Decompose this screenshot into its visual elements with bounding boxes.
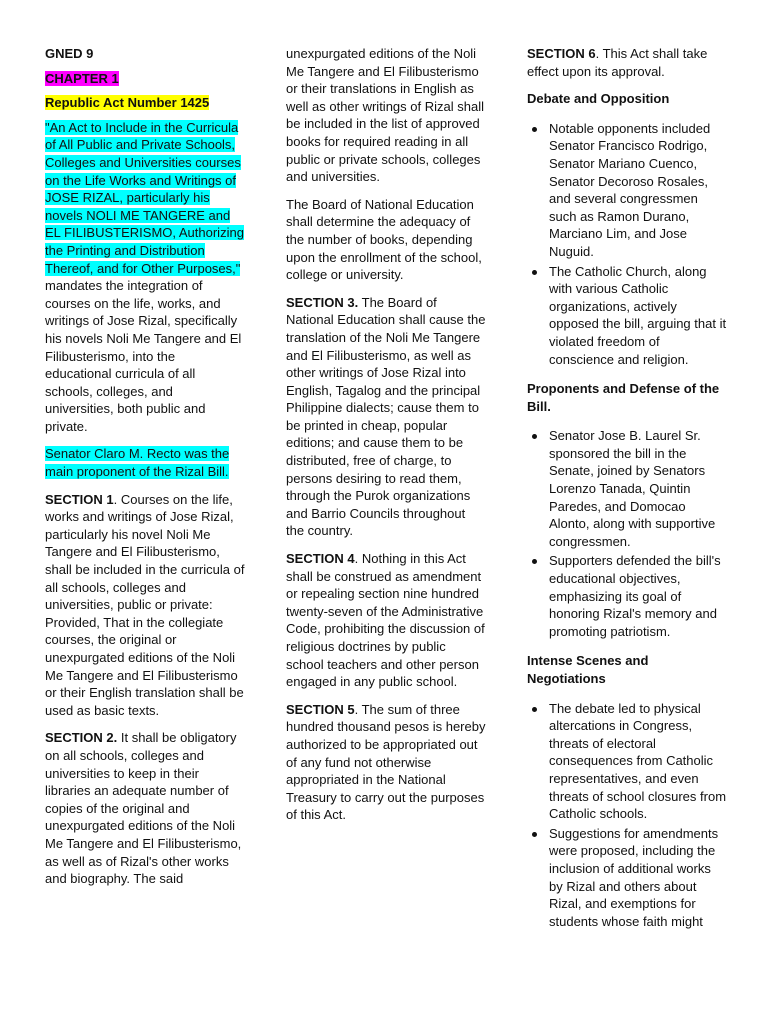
- section-3: [286, 294, 486, 540]
- section-5-label: SECTION 5: [286, 701, 355, 717]
- section-5-text: . The sum of three hundred thousand pesos is hereby authorized to be appropriated out of any fund not otherwise appropriated in the National Treasury to carry out the purposes of this Act.: [286, 701, 486, 823]
- intense-heading: Intense Scenes and Negotiations: [527, 653, 649, 686]
- section-6-label: SECTION 6: [527, 46, 596, 61]
- list-item: Senator Jose B. Laurel Sr. sponsored the bill in the Senate, joined by Senators Lorenzo Tanada, Quintin Paredes, and Domocao Alonto, along with supportive congressmen.: [527, 427, 727, 550]
- section-5: [286, 701, 486, 824]
- section-1-text: . Courses on the life, works and writings of Jose Rizal, particularly his novel Noli Me Tangere and El Filibusterismo, shall be included in the curricula of all schools, colleges and universities, public or private: Provided, That in the collegiate courses, the original or unexpurgated editions of the Noli Me Tangere and El Filibusterismo or their English translation shall be used as basic texts.: [45, 491, 245, 718]
- list-item: Supporters defended the bill's educational objectives, emphasizing its goal of honoring Rizal's memory and promoting patriotism.: [527, 552, 727, 640]
- act-description: [45, 119, 245, 436]
- section-2: [45, 729, 245, 887]
- course-code: GNED 9: [45, 46, 94, 61]
- debate-heading: Debate and Opposition: [527, 91, 670, 107]
- list-item: The debate led to physical altercations in Congress, threats of electoral consequences from Catholic representatives, and even threats of school closures from Catholic schools.: [527, 700, 727, 823]
- section-2-label: SECTION 2.: [45, 730, 118, 746]
- column-2: [286, 45, 486, 834]
- act-title: "An Act to Include in the Curricula of All Public and Private Schools, Colleges and Universities courses on the Life Works and Writings of JOSE RIZAL, particularly his novels NOLI ME TANGERE and EL FILIBUSTERISMO, Authorizing the Printing and Distribution Thereof, and for Other Purposes,": [45, 119, 244, 276]
- section-6: [527, 45, 727, 80]
- section-1-label: SECTION 1: [45, 491, 114, 507]
- list-item: The Catholic Church, along with various Catholic organizations, actively opposed the bill, arguing that it violated freedom of conscience and religion.: [527, 263, 727, 369]
- section-4-label: SECTION 4: [286, 551, 355, 567]
- list-item: Notable opponents included Senator Francisco Rodrigo, Senator Mariano Cuenco, Senator Decoroso Rosales, and several congressmen such as Ramon Durano, Marciano Lim, and Jose Nuguid.: [527, 120, 727, 261]
- section-2-text: It shall be obligatory on all schools, colleges and universities to keep in their libraries an adequate number of copies of the original and unexpurgated editions of the Noli Me Tangere and El Filibusterismo, as well as of Rizal's other works and biography. The said: [45, 730, 242, 887]
- column-3: [527, 45, 727, 942]
- section-4-text: . Nothing in this Act shall be construed as amendment or repealing section nine hundred twenty-seven of the Administrative Code, prohibiting the discussion of religious doctrines by public school teachers and other person engaged in any public school.: [286, 551, 485, 690]
- recto-text: Senator Claro M. Recto was the main proponent of the Rizal Bill.: [45, 446, 230, 480]
- section-6-text: . This Act shall take effect upon its approval.: [527, 46, 708, 79]
- proponents-heading: Proponents and Defense of the Bill.: [527, 381, 720, 414]
- republic-act-heading: [45, 94, 245, 112]
- section-4: [286, 550, 486, 691]
- section-1: [45, 491, 245, 720]
- list-item: Suggestions for amendments were proposed, including the inclusion of additional works by Rizal and others about Rizal, and exemptions for students whose faith might: [527, 825, 727, 931]
- intense-list: [527, 700, 727, 931]
- recto-note: [45, 445, 245, 480]
- republic-act-label: Republic Act Number 1425: [45, 95, 210, 111]
- column-1: [45, 45, 245, 898]
- section-3-label: SECTION 3.: [286, 294, 359, 310]
- chapter-label: CHAPTER 1: [45, 70, 119, 86]
- debate-list: [527, 120, 727, 368]
- act-summary: mandates the integration of courses on the life, works, and writings of Jose Rizal, specifically his novels Noli Me Tangere and El Filibusterismo, into the educational curricula of all schools, colleges, and universities, both public and private.: [45, 278, 242, 434]
- section-3-text: The Board of National Education shall cause the translation of the Noli Me Tangere and El Filibusterismo, as well as other writings of Jose Rizal into English, Tagalog and the principal Philippine dialects; cause them to be printed in cheap, popular editions; and cause them to be distributed, free of charge, to persons desiring to read them, through the Purok organizations and Barrio Councils throughout the country.: [286, 294, 486, 539]
- section-2-continued: unexpurgated editions of the Noli Me Tangere and El Filibusterismo or their translations in English as well as other writings of Rizal shall be included in the list of approved books for required reading in all public or private schools, colleges and universities.: [286, 46, 484, 185]
- chapter-heading: [45, 70, 245, 88]
- board-paragraph: The Board of National Education shall determine the adequacy of the number of books, depending upon the enrollment of the school, college or university.: [286, 196, 482, 283]
- proponents-list: [527, 427, 727, 640]
